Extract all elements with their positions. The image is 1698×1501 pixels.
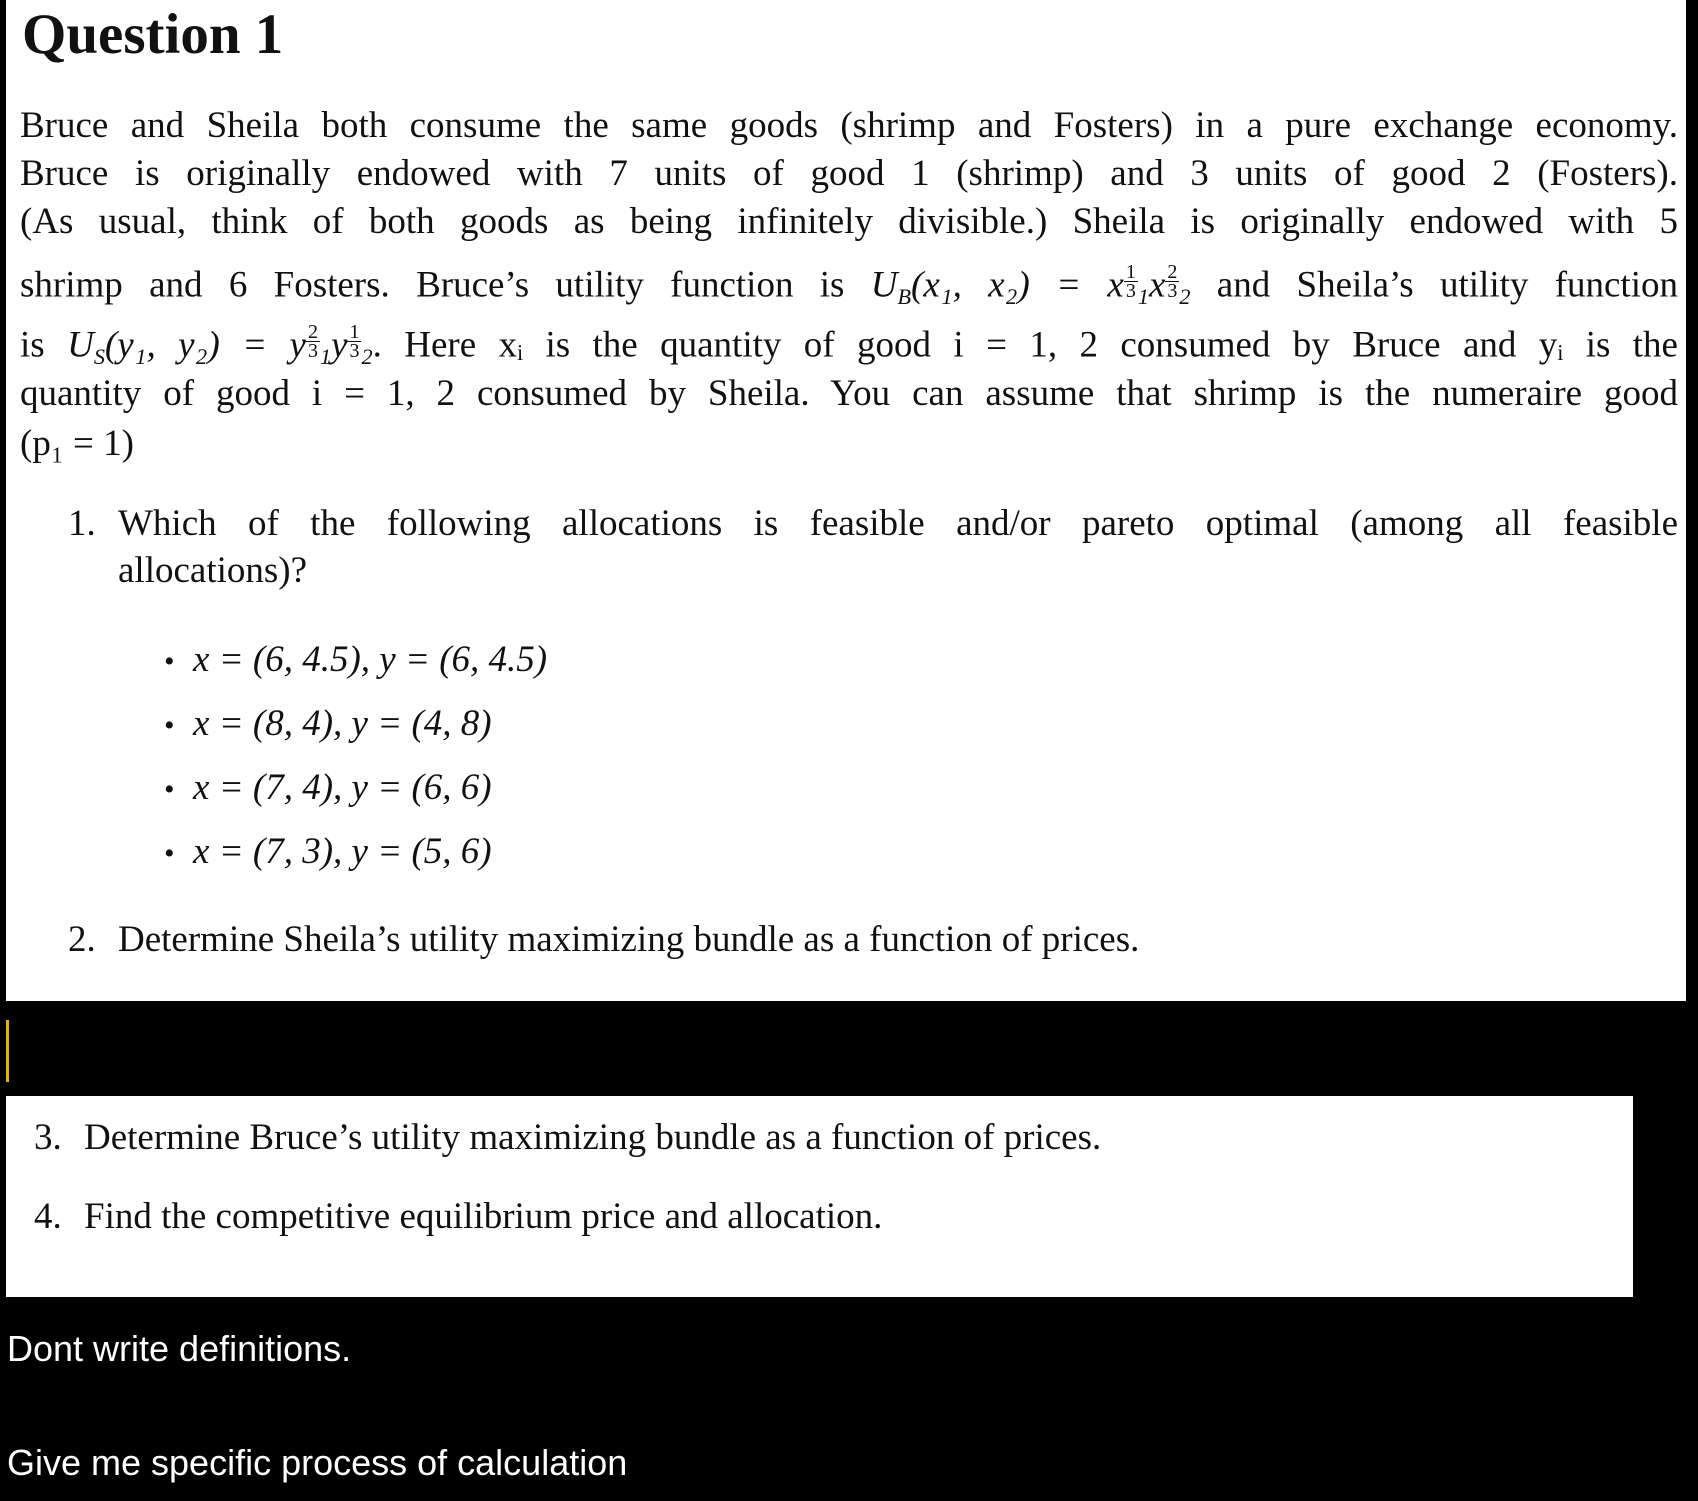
allocation-4 — [164, 830, 492, 873]
x2-symbol: x — [1148, 264, 1166, 306]
allocation-1 — [164, 638, 547, 681]
bullet: • — [164, 645, 175, 678]
question-line-2: Bruce is originally endowed with 7 units of good 1 (shrimp) and 3 units of good 2 (Fosters). — [20, 153, 1678, 194]
question-continuation-panel — [6, 1096, 1633, 1297]
exp-num: 2 — [1167, 261, 1178, 283]
exp-num: 1 — [349, 321, 360, 343]
user-note-2: Give me specific process of calculation — [7, 1442, 628, 1483]
question-line-7: (p₁ = 1) — [20, 423, 134, 464]
user-note-1: Dont write definitions. — [7, 1328, 352, 1369]
y2-symbol: y — [331, 324, 348, 366]
item-3-number: 3. — [34, 1117, 62, 1158]
allocation-3 — [164, 766, 492, 809]
utility-sheila-symbol: U — [67, 324, 94, 366]
utility-sheila-subscript: S — [93, 344, 105, 370]
line5-end: . Here xᵢ is the quantity of good i = 1, 2 consumed by Bruce and yᵢ is the — [372, 324, 1678, 366]
bullet: • — [164, 709, 175, 742]
question-line-6: quantity of good i = 1, 2 consumed by Sheila. You can assume that shrimp is the numeraire good — [20, 373, 1678, 414]
utility-bruce-subscript: B — [897, 284, 912, 310]
x1-subscript: 1 — [1137, 284, 1149, 310]
exponent-one-third — [347, 321, 361, 362]
exponent-two-thirds — [1165, 261, 1179, 302]
y2-subscript: 2 — [361, 344, 373, 370]
bullet: • — [164, 773, 175, 806]
line5-start: is — [20, 324, 68, 366]
exp-den: 3 — [307, 340, 318, 362]
allocation-2 — [164, 702, 492, 745]
exp-num: 2 — [307, 321, 318, 343]
line4-start: shrimp and 6 Fosters. Bruce’s utility function is — [20, 264, 871, 306]
allocation-text: x = (7, 3), y = (5, 6) — [193, 831, 492, 872]
utility-sheila-args: (y₁, y₂) = y — [104, 324, 306, 366]
item-4-number: 4. — [34, 1196, 62, 1237]
question-line-5 — [20, 322, 1678, 370]
question-panel — [6, 0, 1686, 1001]
exp-den: 3 — [1167, 280, 1178, 302]
question-line-3: (As usual, think of both goods as being infinitely divisible.) Sheila is originally endowed with 5 — [20, 201, 1678, 242]
exp-den: 3 — [1125, 280, 1136, 302]
utility-bruce-symbol: U — [870, 264, 898, 306]
y1-subscript: 1 — [319, 344, 332, 370]
exp-den: 3 — [349, 340, 360, 362]
item-2-number: 2. — [68, 919, 96, 960]
allocation-text: x = (8, 4), y = (4, 8) — [193, 703, 492, 744]
exponent-two-thirds — [306, 321, 320, 362]
x2-subscript: 2 — [1179, 284, 1191, 310]
item-1-text-line-2: allocations)? — [118, 550, 308, 591]
text-cursor[interactable] — [6, 1020, 9, 1082]
exponent-one-third — [1124, 261, 1138, 302]
exp-num: 1 — [1125, 261, 1136, 283]
item-3-text: Determine Bruce’s utility maximizing bundle as a function of prices. — [84, 1117, 1102, 1158]
allocation-text: x = (7, 4), y = (6, 6) — [193, 767, 492, 808]
question-line-4 — [20, 262, 1678, 310]
question-title: Question 1 — [22, 3, 284, 66]
item-1-number: 1. — [68, 503, 96, 544]
question-line-1: Bruce and Sheila both consume the same goods (shrimp and Fosters) in a pure exchange economy. — [20, 105, 1678, 146]
item-2-text: Determine Sheila’s utility maximizing bundle as a function of prices. — [118, 919, 1140, 960]
item-4-text: Find the competitive equilibrium price and allocation. — [84, 1196, 883, 1237]
utility-bruce-args: (x₁, x₂) = x — [911, 264, 1124, 306]
bullet: • — [164, 837, 175, 870]
item-1-text-line-1: Which of the following allocations is feasible and/or pareto optimal (among all feasible — [118, 503, 1678, 544]
line4-end: and Sheila’s utility function — [1190, 264, 1678, 306]
allocation-text: x = (6, 4.5), y = (6, 4.5) — [193, 639, 548, 680]
